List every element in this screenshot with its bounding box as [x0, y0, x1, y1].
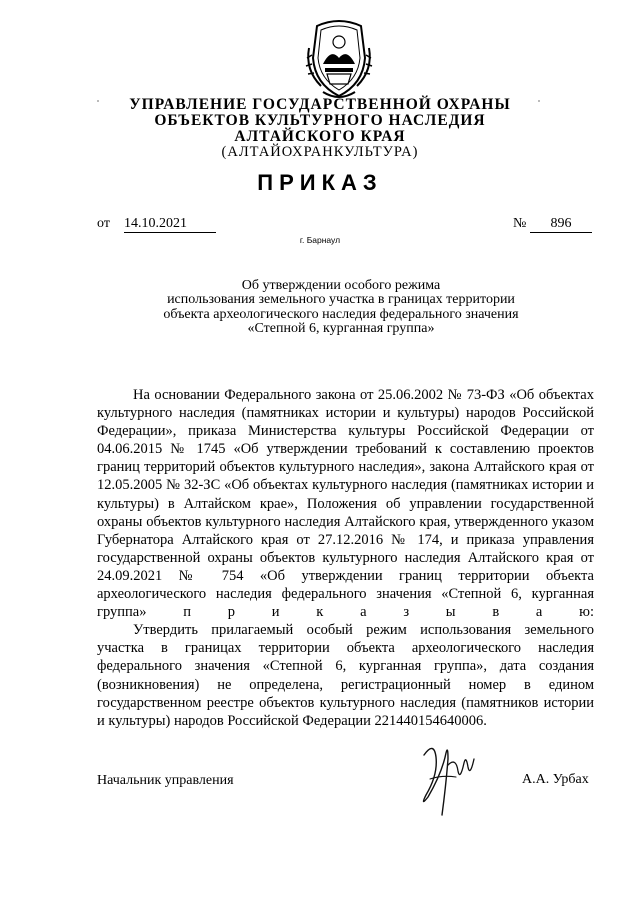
- agency-name-line2: ОБЪЕКТОВ КУЛЬТУРНОГО НАСЛЕДИЯ: [154, 112, 486, 129]
- signature-icon: [412, 735, 482, 823]
- document-title: ПРИКАЗ: [257, 170, 383, 195]
- subject-line2: использования земельного участка в границах территории: [167, 292, 515, 308]
- signatory-name: А.А. Урбах: [522, 772, 589, 787]
- order-number: 896: [530, 216, 592, 233]
- order-subject: [100, 279, 582, 337]
- date-prefix: от: [97, 216, 110, 231]
- order-body: [97, 386, 594, 730]
- agency-name-line3: АЛТАЙСКОГО КРАЯ: [234, 128, 406, 145]
- signatory-role: Начальник управления: [97, 773, 234, 788]
- subject-line1: Об утверждении особого режима: [241, 278, 441, 293]
- subject-line3: объекта археологического наследия федерального значения: [163, 306, 519, 322]
- coat-of-arms-icon: [301, 18, 377, 100]
- agency-short-name: (АЛТАЙОХРАНКУЛЬТУРА): [221, 144, 419, 160]
- body-paragraph-basis: На основании Федерального закона от 25.06.2002 № 73-ФЗ «Об объектах культурного наследия (памятниках истории и культуры) народов Российской Федерации», приказа Министерства культуры Российской Федерации от 04.06.2015 № 1745 «Об утверждении требований к составлению проектов границ территорий объектов культурного наследия», закона Алтайского края от 12.05.2005 № 32-ЗС «Об объектах культурного наследия (памятниках истории и культуры) в Алтайском крае», Положения об управлении государственной охраны объектов культурного наследия Алтайского края, утвержденного указом Губернатора Алтайского края от 27.12.2016 № 174, и приказа управления государственной охраны объектов культурного наследия Алтайского края от 24.09.2021 № 754 «Об утверждении границ территории объекта археологического наследия федерального значения «Степной 6, курганная группа» п р и к а з ы в а ю:: [97, 387, 594, 621]
- body-paragraph-order: Утвердить прилагаемый особый режим использования земельного участка в границах территории объекта археологического наследия федерального значения «Степной 6, курганная группа», дата создания (возникновения) не определена, регистрационный номер в едином государственном реестре объектов культурного наследия (памятников истории и культуры) народов Российской Федерации 221440154640006.: [97, 622, 594, 729]
- order-date: 14.10.2021: [124, 216, 216, 233]
- city: г. Барнаул: [299, 235, 341, 245]
- number-prefix: №: [513, 216, 527, 231]
- agency-name-line1: УПРАВЛЕНИЕ ГОСУДАРСТВЕННОЙ ОХРАНЫ: [129, 96, 511, 113]
- subject-line4: «Степной 6, курганная группа»: [247, 321, 435, 337]
